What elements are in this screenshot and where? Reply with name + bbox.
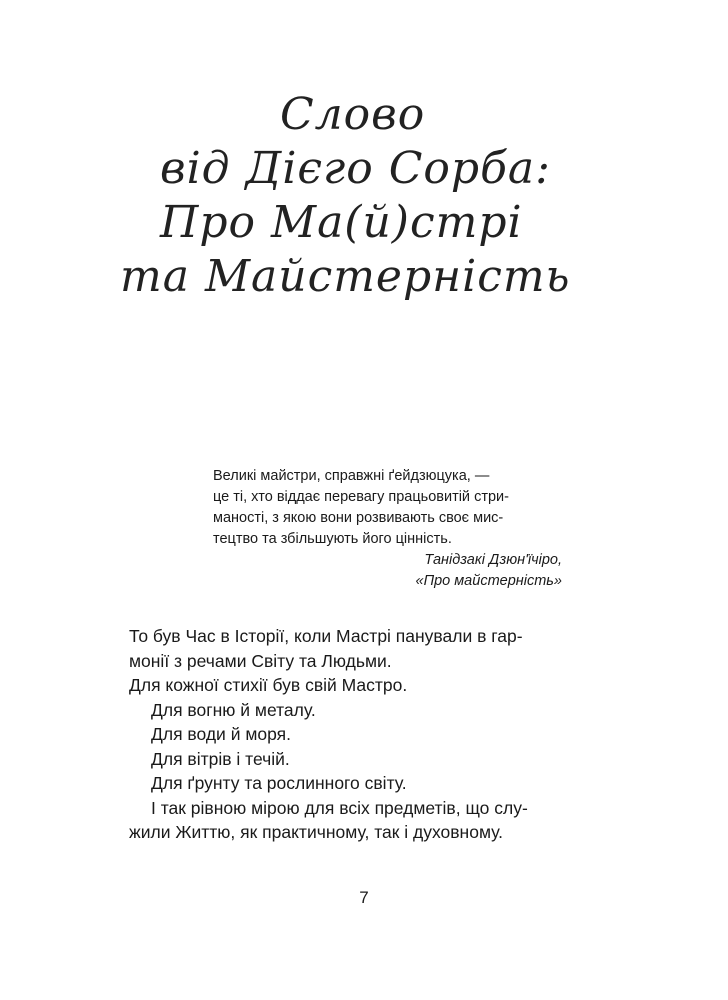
chapter-title [120,88,571,304]
body-line-6: Для вітрів і течій. [151,748,290,769]
chapter-title-line-1: Слово [280,89,426,140]
epigraph-line-2: це ті, хто віддає перевагу працьовитій стри- [213,489,509,505]
body-line-9: жили Життю, як практичному, так і духовному. [129,822,504,842]
body-line-3: Для кожної стихії був свій Мастро. [129,675,408,695]
epigraph [213,466,575,592]
body-line-1: То був Час в Історії, коли Мастрі панували в гар- [129,626,523,646]
page-number: 7 [359,888,369,907]
chapter-title-line-4: та Майстерність [120,251,571,302]
chapter-title-line-2: від Дієго Сорба: [160,143,551,194]
epigraph-line-4: тецтво та збільшують його цінність. [213,531,452,547]
body-line-2: монії з речами Світу та Людьми. [129,650,392,671]
body-line-4: Для вогню й металу. [151,699,316,720]
body-line-7: Для ґрунту та рослинного світу. [151,773,407,793]
epigraph-source: «Про майстерність» [415,573,562,589]
epigraph-author: Танідзакі Дзюн'їчіро, [424,552,562,568]
epigraph-line-1: Великі майстри, справжні ґейдзюцука, — [213,468,490,484]
chapter-title-line-3: Про Ма(й)стрі [160,197,523,248]
body-text [129,624,599,845]
body-line-5: Для води й моря. [151,724,291,744]
epigraph-line-3: маності, з якою вони розвивають своє мис- [213,510,504,526]
body-line-8: І так рівною мірою для всіх предметів, що слу- [151,797,528,818]
